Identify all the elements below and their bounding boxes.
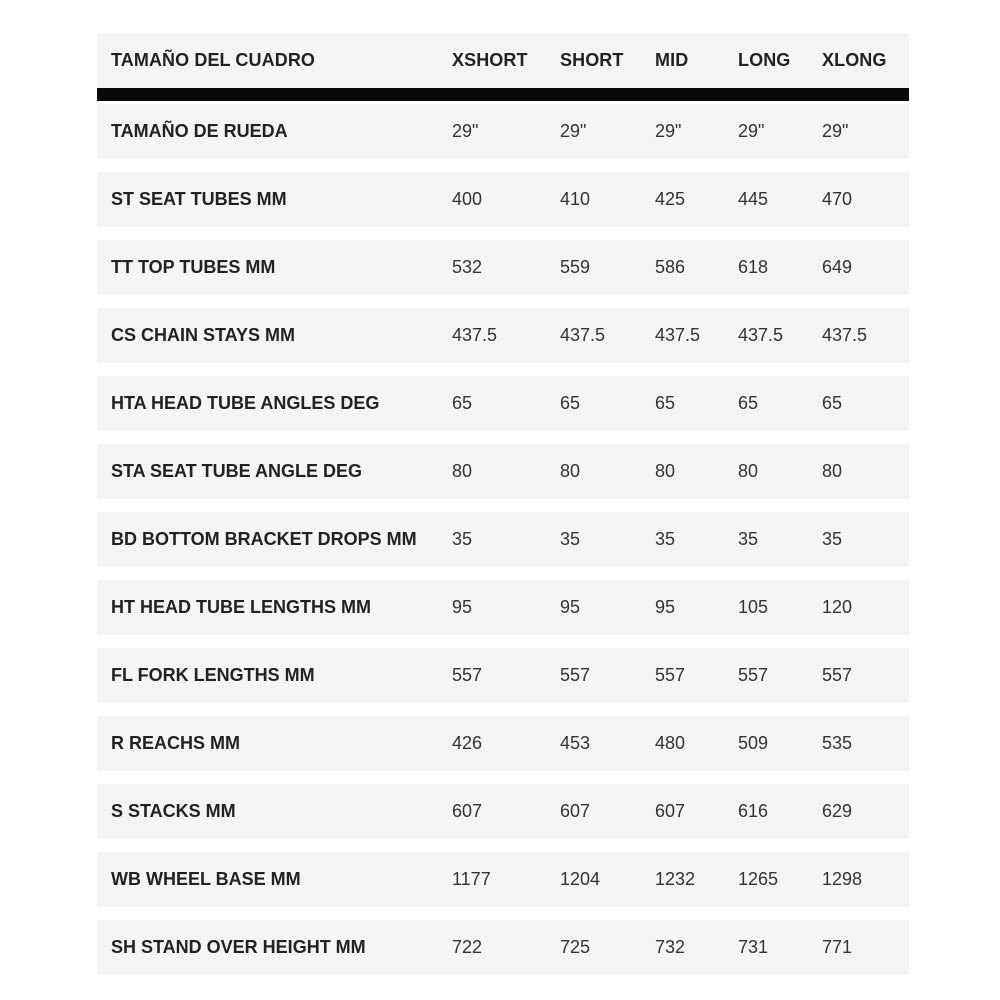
row-value: 80 [822,461,843,481]
row-value: 35 [655,529,676,549]
row-value: 557 [560,665,591,685]
row-label: S STACKS MM [111,801,236,821]
table-row [97,648,909,703]
row-value: 557 [655,665,686,685]
row-value: 437.5 [738,325,784,345]
row-value: 120 [822,597,853,617]
row-value: 400 [452,189,483,209]
row-value: 445 [738,189,769,209]
row-value: 771 [822,937,853,957]
row-value: 1232 [655,869,696,889]
column-header-xshort: XSHORT [452,50,528,70]
row-label: TT TOP TUBES MM [111,257,276,277]
table-header-row [97,33,909,88]
table-body [97,104,909,975]
row-value: 629 [822,801,853,821]
row-value: 80 [560,461,581,481]
row-label: TAMAÑO DE RUEDA [111,121,288,141]
row-value: 607 [560,801,591,821]
row-value: 470 [822,189,853,209]
column-header-xlong: XLONG [822,50,887,70]
row-label: FL FORK LENGTHS MM [111,665,315,685]
table-row [97,444,909,499]
row-value: 65 [560,393,581,413]
row-value: 95 [655,597,676,617]
row-value: 453 [560,733,591,753]
row-value: 65 [738,393,759,413]
row-value: 29" [452,121,479,141]
column-header-short: SHORT [560,50,624,70]
row-value: 29" [560,121,587,141]
header-divider [97,88,909,101]
table-row [97,240,909,295]
row-value: 618 [738,257,769,277]
row-value: 557 [452,665,483,685]
row-value: 1265 [738,869,779,889]
table-row [97,784,909,839]
row-value: 95 [560,597,581,617]
row-value: 557 [738,665,769,685]
row-value: 1177 [452,869,491,889]
row-value: 732 [655,937,686,957]
row-value: 616 [738,801,769,821]
row-value: 80 [452,461,473,481]
row-value: 557 [822,665,853,685]
row-value: 535 [822,733,853,753]
row-label: BD BOTTOM BRACKET DROPS MM [111,529,417,549]
row-value: 437.5 [452,325,498,345]
row-value: 410 [560,189,591,209]
row-value: 35 [560,529,581,549]
row-value: 29" [655,121,682,141]
header-label: TAMAÑO DEL CUADRO [111,50,316,70]
row-value: 35 [822,529,843,549]
row-value: 480 [655,733,686,753]
row-value: 1204 [560,869,601,889]
row-label: ST SEAT TUBES MM [111,189,287,209]
row-value: 426 [452,733,483,753]
row-value: 80 [655,461,676,481]
row-label: SH STAND OVER HEIGHT MM [111,937,366,957]
table-row [97,172,909,227]
row-value: 65 [452,393,473,413]
column-header-long: LONG [738,50,791,70]
row-value: 95 [452,597,473,617]
table-row [97,376,909,431]
row-label: STA SEAT TUBE ANGLE DEG [111,461,363,481]
row-value: 437.5 [655,325,701,345]
table-row [97,512,909,567]
row-value: 29" [822,121,849,141]
row-value: 725 [560,937,591,957]
row-value: 559 [560,257,591,277]
row-value: 80 [738,461,759,481]
row-value: 437.5 [560,325,606,345]
row-value: 509 [738,733,769,753]
row-value: 731 [738,937,769,957]
row-value: 35 [738,529,759,549]
geometry-table [97,33,909,988]
row-value: 105 [738,597,769,617]
row-label: R REACHS MM [111,733,240,753]
row-value: 532 [452,257,483,277]
row-value: 29" [738,121,765,141]
row-value: 607 [655,801,686,821]
row-value: 425 [655,189,686,209]
row-value: 437.5 [822,325,868,345]
row-label: WB WHEEL BASE MM [111,869,301,889]
table-row [97,852,909,907]
row-value: 35 [452,529,473,549]
row-value: 649 [822,257,853,277]
table-row [97,308,909,363]
table-row [97,716,909,771]
table-row [97,104,909,159]
table-row [97,580,909,635]
row-value: 607 [452,801,483,821]
row-label: CS CHAIN STAYS MM [111,325,296,345]
row-label: HT HEAD TUBE LENGTHS MM [111,597,371,617]
row-value: 1298 [822,869,863,889]
row-value: 586 [655,257,686,277]
table-row [97,920,909,975]
row-value: 65 [655,393,676,413]
column-header-mid: MID [655,50,689,70]
row-value: 65 [822,393,843,413]
row-label: HTA HEAD TUBE ANGLES DEG [111,393,380,413]
row-value: 722 [452,937,483,957]
